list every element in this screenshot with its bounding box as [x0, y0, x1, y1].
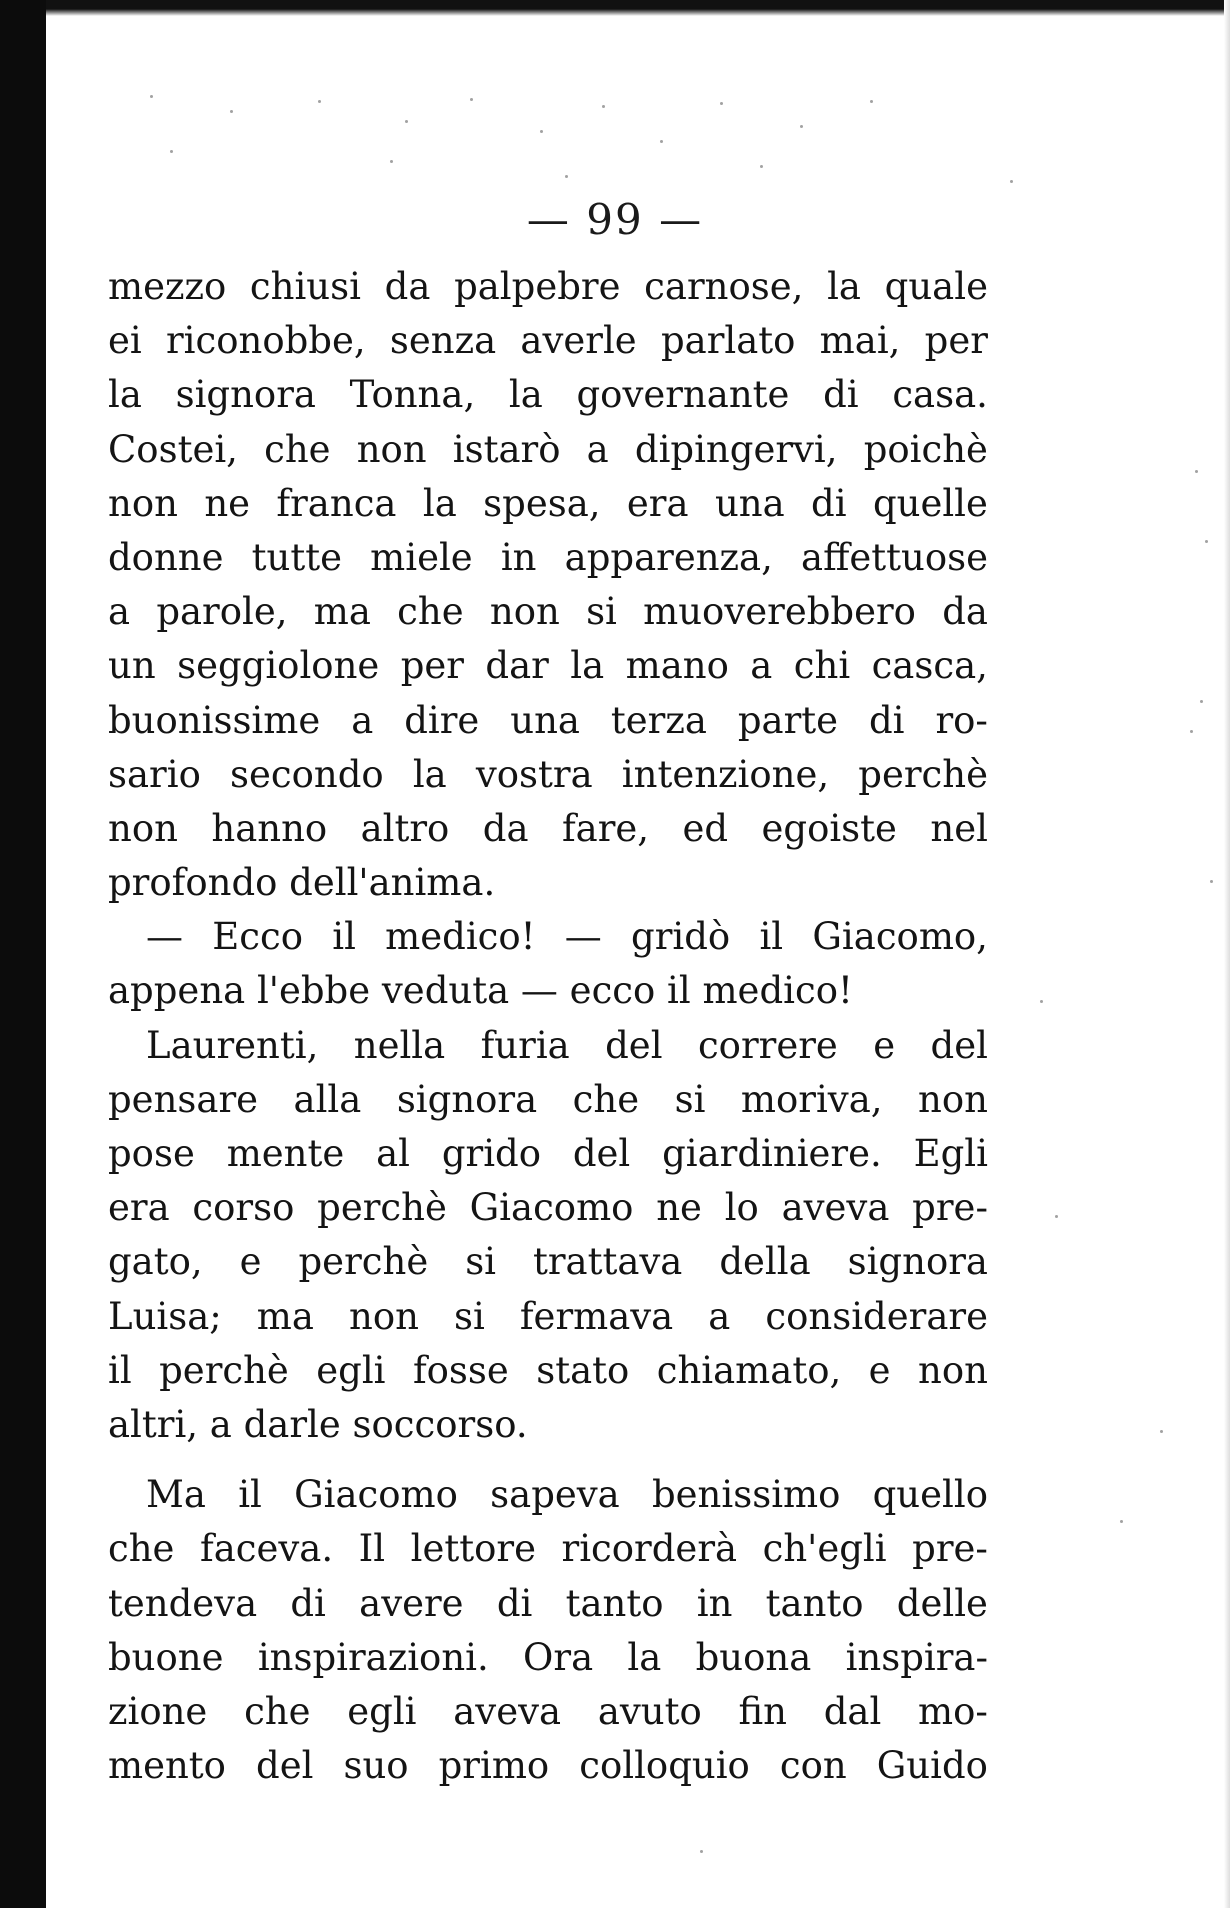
- word: si: [465, 1240, 497, 1284]
- word: non: [108, 481, 178, 525]
- word: la: [827, 265, 861, 308]
- text-line: [108, 802, 988, 856]
- word: egli: [347, 1689, 417, 1733]
- text-line: [108, 1127, 988, 1181]
- word: ne: [204, 481, 251, 525]
- text-line: [108, 368, 988, 422]
- word: ma: [313, 590, 371, 634]
- word: suo: [343, 1744, 409, 1788]
- word: il: [759, 915, 784, 959]
- word: mo-: [918, 1689, 988, 1733]
- word: una: [510, 698, 580, 742]
- word: gridò: [631, 915, 731, 959]
- word: mente: [226, 1132, 345, 1175]
- word: a: [108, 590, 131, 634]
- word: secondo: [229, 752, 384, 796]
- word: di: [290, 1581, 326, 1625]
- word: del: [572, 1132, 631, 1175]
- word: ro-: [935, 698, 988, 742]
- word: nella: [353, 1023, 446, 1067]
- word: Luisa;: [108, 1294, 222, 1338]
- word: del: [605, 1023, 663, 1067]
- word: dal: [823, 1689, 882, 1733]
- word: perchè: [298, 1240, 429, 1284]
- word: terza: [610, 698, 707, 742]
- word: per: [400, 644, 464, 688]
- word: la: [627, 1635, 662, 1679]
- text-line: [108, 1073, 988, 1127]
- text-line: [108, 585, 988, 639]
- word: Giacomo: [294, 1473, 458, 1517]
- word: pre-: [912, 1186, 988, 1230]
- word: chiamato,: [656, 1348, 842, 1392]
- text-line: [108, 1631, 988, 1685]
- word: buona: [695, 1635, 812, 1679]
- word: signora: [847, 1240, 988, 1284]
- word: grido: [441, 1132, 541, 1175]
- word: muoverebbero: [643, 590, 916, 634]
- word: nel: [930, 806, 988, 850]
- text-line: [108, 1577, 988, 1631]
- text-line: [108, 1235, 988, 1289]
- word: giardiniere.: [662, 1132, 882, 1175]
- text-line: altri, a darle soccorso.: [108, 1402, 528, 1446]
- word: la: [422, 481, 457, 525]
- word: mai,: [819, 319, 901, 363]
- word: corso: [192, 1186, 295, 1230]
- word: miele: [370, 535, 473, 579]
- word: la: [108, 373, 142, 417]
- word: buone: [108, 1635, 224, 1679]
- word: di: [823, 373, 859, 417]
- word: palpebre: [454, 265, 621, 308]
- word: parte: [737, 698, 839, 742]
- word: Laurenti,: [146, 1023, 319, 1067]
- word: tanto: [565, 1581, 664, 1625]
- word: considerare: [765, 1294, 988, 1338]
- word: alla: [293, 1077, 362, 1121]
- word: non: [108, 806, 178, 850]
- word: Giacomo,: [812, 915, 988, 959]
- word: il: [332, 915, 356, 959]
- word: furia: [480, 1023, 570, 1067]
- word: aveva: [781, 1186, 890, 1230]
- word: tendeva: [108, 1581, 258, 1625]
- text-line: appena l'ebbe veduta — ecco il medico!: [108, 969, 853, 1013]
- word: ei: [108, 319, 142, 363]
- text-line: [108, 260, 988, 314]
- word: primo: [438, 1744, 550, 1788]
- word: riconobbe,: [165, 319, 366, 363]
- word: casca,: [871, 644, 988, 688]
- word: intenzione,: [621, 752, 830, 796]
- word: affettuose: [801, 535, 988, 579]
- word: Tonna,: [349, 373, 476, 417]
- word: della: [719, 1240, 811, 1284]
- word: sapeva: [490, 1473, 620, 1517]
- word: pose: [108, 1132, 195, 1175]
- word: poichè: [863, 427, 988, 471]
- word: delle: [896, 1581, 988, 1625]
- word: non: [918, 1348, 988, 1392]
- word: —: [564, 915, 602, 959]
- word: franca: [276, 481, 397, 525]
- word: trattava: [532, 1240, 683, 1284]
- word: Ma: [146, 1473, 206, 1517]
- word: non: [356, 427, 427, 471]
- word: che: [244, 1689, 311, 1733]
- word: la: [412, 752, 447, 796]
- word: dar: [485, 644, 549, 688]
- word: egli: [316, 1348, 386, 1392]
- text-line: [108, 1739, 988, 1793]
- word: mento: [108, 1744, 226, 1788]
- text-line: profondo dell'anima.: [108, 861, 496, 905]
- word: a: [750, 644, 773, 688]
- word: Giacomo: [469, 1186, 634, 1230]
- word: tanto: [765, 1581, 864, 1625]
- word: e: [239, 1240, 262, 1284]
- word: dipingervi,: [634, 427, 838, 471]
- word: istarò: [452, 427, 561, 471]
- word: senza: [389, 319, 497, 363]
- word: —: [146, 915, 183, 959]
- word: da: [482, 806, 529, 850]
- text-line: [108, 1344, 988, 1398]
- word: benissimo: [651, 1473, 841, 1517]
- word: altro: [360, 806, 450, 850]
- text-body: [108, 260, 988, 1793]
- word: faceva.: [200, 1527, 334, 1571]
- word: avere: [359, 1581, 464, 1625]
- word: e: [868, 1348, 891, 1392]
- word: a: [586, 427, 609, 471]
- word: non: [489, 590, 560, 634]
- text-line: [108, 748, 988, 802]
- word: moriva,: [740, 1077, 883, 1121]
- word: di: [496, 1581, 533, 1625]
- word: la: [508, 373, 543, 417]
- word: quelle: [872, 481, 988, 525]
- word: aveva: [453, 1689, 562, 1733]
- text-line: [108, 477, 988, 531]
- word: gato,: [108, 1240, 203, 1284]
- scan-left-edge: [0, 0, 46, 1908]
- word: spesa,: [483, 481, 601, 525]
- scan-top-edge: [0, 0, 1230, 16]
- word: che: [572, 1077, 640, 1121]
- word: a: [708, 1294, 731, 1338]
- word: che: [397, 590, 464, 634]
- word: apparenza,: [564, 535, 773, 579]
- text-line: [108, 423, 988, 477]
- word: fosse: [412, 1348, 509, 1392]
- text-line: [108, 1290, 988, 1344]
- word: vostra: [475, 752, 593, 796]
- word: inspira-: [845, 1635, 988, 1679]
- word: carnose,: [644, 265, 804, 308]
- word: ne: [656, 1186, 702, 1230]
- page-number-header: — 99 —: [526, 195, 704, 244]
- scan-right-edge: [1224, 0, 1230, 1908]
- word: che: [108, 1527, 175, 1571]
- text-line: [108, 1181, 988, 1235]
- word: quello: [872, 1473, 988, 1517]
- word: fare,: [561, 806, 650, 850]
- word: Il: [358, 1527, 386, 1571]
- word: pre-: [912, 1527, 988, 1571]
- word: il: [108, 1348, 132, 1392]
- word: lettore: [410, 1527, 536, 1571]
- text-line: [108, 314, 988, 368]
- word: Costei,: [108, 427, 238, 471]
- word: un: [108, 644, 156, 688]
- word: perchè: [858, 752, 988, 796]
- word: inspirazioni.: [257, 1635, 489, 1679]
- word: signora: [175, 373, 316, 417]
- word: che: [264, 427, 331, 471]
- word: Guido: [876, 1744, 988, 1788]
- word: e: [873, 1023, 896, 1067]
- word: donne: [108, 535, 224, 579]
- word: era: [108, 1186, 170, 1230]
- word: di: [868, 698, 905, 742]
- text-line: [108, 1019, 988, 1073]
- word: si: [453, 1294, 485, 1338]
- text-line: [108, 694, 988, 748]
- word: stato: [536, 1348, 630, 1392]
- text-line: [108, 910, 988, 964]
- word: buonissime: [108, 698, 321, 742]
- word: egoiste: [761, 806, 897, 850]
- text-line: [108, 639, 988, 693]
- word: a: [351, 698, 374, 742]
- word: quale: [884, 265, 988, 308]
- word: ricorderà: [561, 1527, 738, 1571]
- word: ch'egli: [762, 1527, 887, 1571]
- word: al: [376, 1132, 410, 1175]
- word: in: [500, 535, 537, 579]
- word: ma: [256, 1294, 314, 1338]
- word: parlato: [660, 319, 796, 363]
- word: casa.: [892, 373, 988, 417]
- word: con: [779, 1744, 847, 1788]
- text-line: [108, 1522, 988, 1576]
- word: in: [696, 1581, 733, 1625]
- word: mano: [625, 644, 729, 688]
- word: avuto: [597, 1689, 702, 1733]
- word: medico!: [385, 915, 536, 959]
- word: per: [924, 319, 988, 363]
- word: perchè: [317, 1186, 447, 1230]
- word: del: [256, 1744, 314, 1788]
- word: da: [942, 590, 988, 634]
- text-line: [108, 1685, 988, 1739]
- word: chi: [793, 644, 851, 688]
- word: correre: [697, 1023, 838, 1067]
- word: governante: [576, 373, 790, 417]
- word: tutte: [251, 535, 343, 579]
- word: Ecco: [212, 915, 303, 959]
- word: del: [930, 1023, 988, 1067]
- word: averle: [520, 319, 637, 363]
- word: non: [918, 1077, 988, 1121]
- word: mezzo: [108, 265, 227, 308]
- word: si: [586, 590, 617, 634]
- word: non: [349, 1294, 419, 1338]
- word: il: [238, 1473, 262, 1517]
- word: parole,: [156, 590, 288, 634]
- text-line: [108, 1468, 988, 1522]
- word: dire: [404, 698, 480, 742]
- word: lo: [724, 1186, 759, 1230]
- word: fermava: [519, 1294, 674, 1338]
- word: fin: [738, 1689, 787, 1733]
- word: di: [811, 481, 847, 525]
- word: colloquio: [579, 1744, 750, 1788]
- word: si: [674, 1077, 706, 1121]
- word: signora: [396, 1077, 538, 1121]
- text-line: [108, 531, 988, 585]
- word: era: [626, 481, 689, 525]
- word: perchè: [159, 1348, 289, 1392]
- word: chiusi: [249, 265, 361, 308]
- word: Ora: [523, 1635, 594, 1679]
- word: seggiolone: [177, 644, 380, 688]
- word: pensare: [108, 1077, 259, 1121]
- word: da: [384, 265, 431, 308]
- word: una: [714, 481, 785, 525]
- word: Egli: [913, 1132, 988, 1175]
- word: ed: [682, 806, 729, 850]
- word: la: [570, 644, 605, 688]
- word: zione: [108, 1689, 208, 1733]
- word: sario: [108, 752, 201, 796]
- word: hanno: [211, 806, 328, 850]
